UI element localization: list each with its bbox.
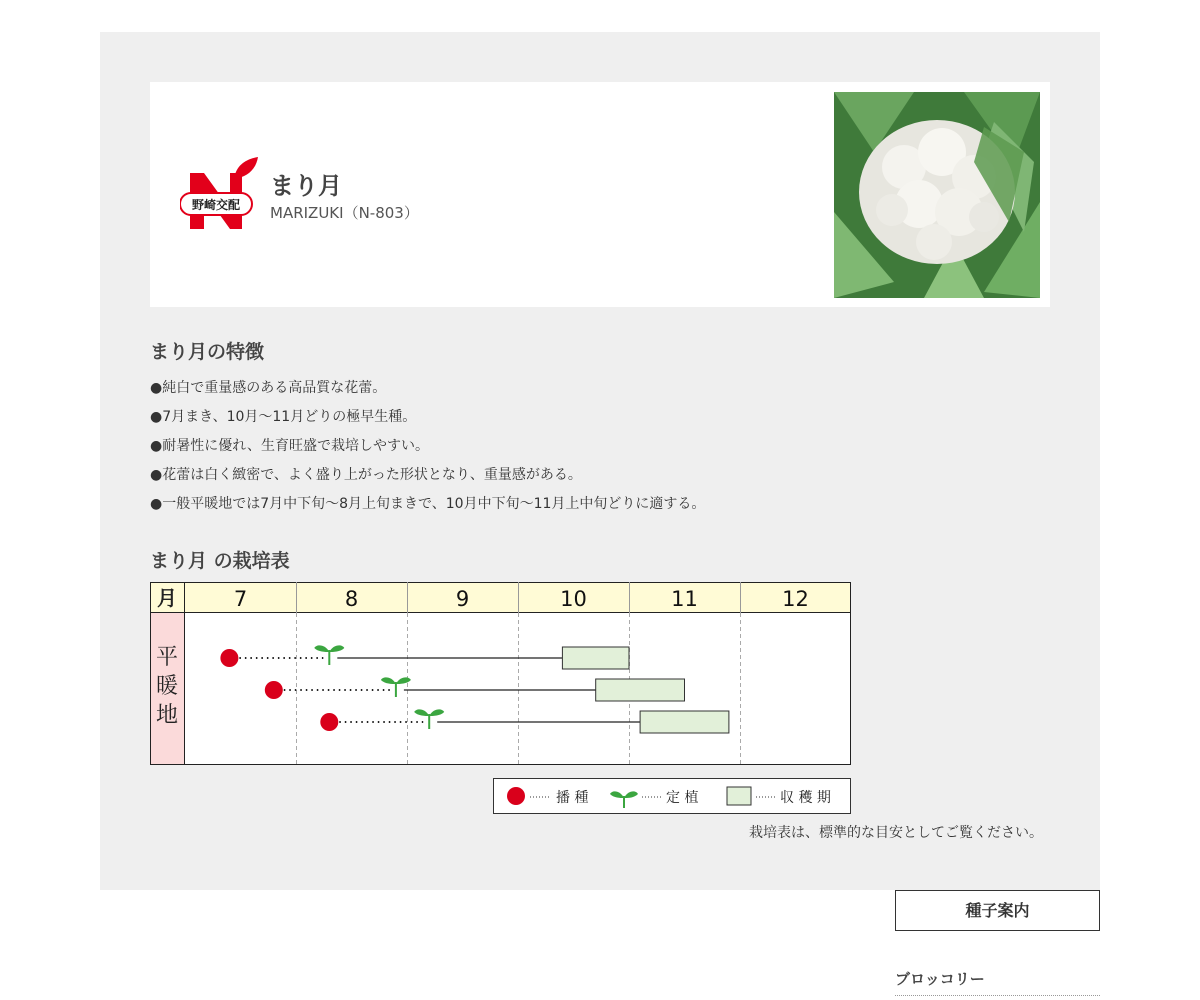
region-label-char: 暖 (155, 674, 179, 699)
schedule-heading: まり月 の栽培表 (150, 550, 290, 572)
month-label-9: 9 (455, 587, 470, 611)
sowing-point (320, 713, 338, 731)
month-label-11: 11 (671, 587, 698, 611)
features-list (150, 374, 705, 519)
feature-item: ●花蕾は白く緻密で、よく盛り上がった形状となり、重量感がある。 (150, 467, 582, 483)
month-header-label: 月 (157, 586, 177, 610)
harvest-period-bar (562, 647, 629, 669)
features-heading: まり月の特徴 (150, 341, 265, 363)
month-label-12: 12 (782, 587, 809, 611)
schedule-note: 栽培表は、標準的な目安としてご覧ください。 (749, 825, 1043, 841)
feature-item: ●純白で重量感のある高品質な花蕾。 (150, 380, 387, 396)
region-label-char: 地 (155, 703, 179, 728)
legend-harvest-icon (727, 787, 751, 805)
month-label-8: 8 (344, 587, 359, 611)
nozaki-logo (180, 157, 260, 235)
region-label-char: 平 (155, 645, 179, 670)
legend-harvest-label: 収 穫 期 (780, 790, 831, 806)
sowing-point (220, 649, 238, 667)
seed-guide-button[interactable]: 種子案内 (895, 890, 1100, 931)
legend-sow-icon (507, 787, 525, 805)
harvest-period-bar (596, 679, 685, 701)
product-panel (100, 32, 1100, 890)
harvest-period-bar (640, 711, 729, 733)
feature-item: ●耐暑性に優れ、生育旺盛で栽培しやすい。 (150, 438, 430, 454)
month-label-7: 7 (233, 587, 248, 611)
schedule-legend (493, 778, 851, 814)
legend-sow-label: 播 種 (556, 790, 589, 806)
product-card (150, 82, 1050, 307)
product-name: まり月 (270, 172, 342, 200)
cauliflower-photo (834, 92, 1040, 298)
month-label-10: 10 (560, 587, 587, 611)
sidebar-category-broccoli[interactable]: ブロッコリー (895, 968, 1100, 996)
svg-text:野崎交配: 野崎交配 (191, 198, 241, 212)
product-code: MARIZUKI（N-803） (270, 204, 419, 222)
feature-item: ●一般平暖地では7月中下旬〜8月上旬まきで、10月中下旬〜11月上中旬どりに適する。 (150, 496, 706, 512)
cultivation-schedule (150, 582, 851, 765)
sowing-point (265, 681, 283, 699)
legend-plant-label: 定 植 (666, 790, 699, 806)
feature-item: ●7月まき、10月〜11月どりの極早生種。 (150, 409, 417, 425)
legend-plant-icon (610, 791, 638, 808)
